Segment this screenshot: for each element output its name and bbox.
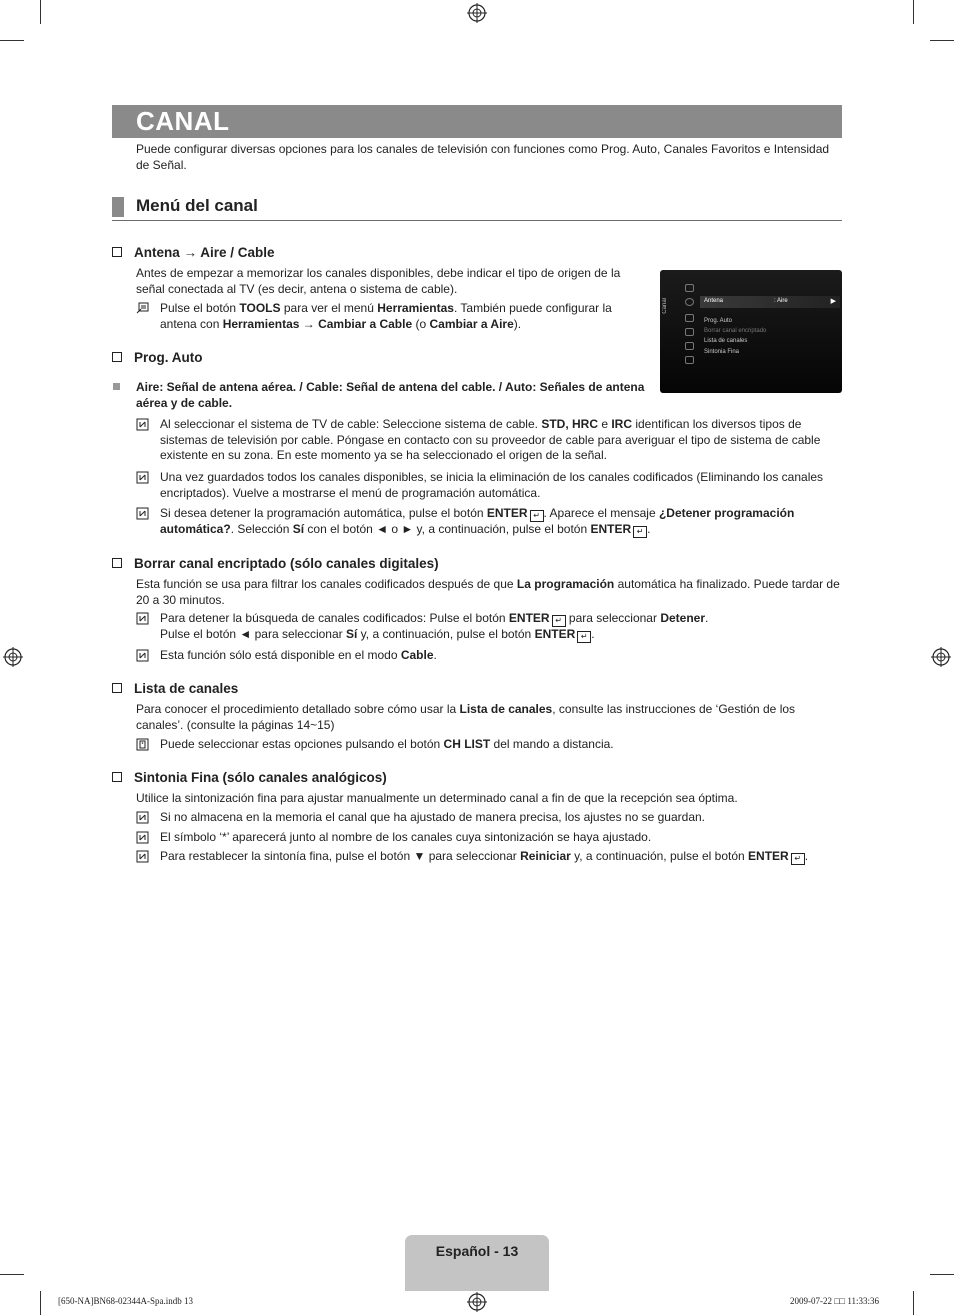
note-icon xyxy=(136,850,149,863)
checkbox-bullet-icon xyxy=(112,558,122,568)
lista-heading xyxy=(112,681,238,696)
borrar-heading-text: Borrar canal encriptado (sólo canales digitales) xyxy=(134,556,439,571)
antena-body: Antes de empezar a memorizar los canales disponibles, debe indicar el tipo de origen de la señal conectada al TV (es decir, antena o sistema de cable). xyxy=(136,266,621,296)
page-number: Español - 13 xyxy=(435,1243,519,1259)
page-title-bar xyxy=(112,105,842,138)
crop-mark xyxy=(0,1274,24,1275)
prog-auto-heading-text: Prog. Auto xyxy=(134,350,203,365)
prog-auto-note-1: Al seleccionar el sistema de TV de cable: Seleccione sistema de cable. STD, HRC e IRC identifican los diversos tipos de sistemas de televisión por cable. Póngase en contacto con su proveedor de cable para averiguar el tipo de sistema de cable existente en su zona. En este momento ya se ha seleccionado el origen de la señal. xyxy=(136,417,842,465)
enter-icon: ↵ xyxy=(577,631,591,643)
tv-menu-selected-label: Antena xyxy=(704,298,724,304)
channel-icon xyxy=(685,298,694,306)
borrar-heading xyxy=(112,556,439,571)
checkbox-bullet-icon xyxy=(112,247,122,257)
checkbox-bullet-icon xyxy=(112,352,122,362)
registration-target-icon xyxy=(467,3,487,23)
sintonia-note-1: Si no almacena en la memoria el canal que ha ajustado de manera precisa, los ajustes no se guardan. xyxy=(136,810,842,826)
enter-icon: ↵ xyxy=(530,510,544,522)
crop-mark xyxy=(0,40,24,41)
date-slug: 2009-07-22 □□ 11:33:36 xyxy=(790,1296,880,1306)
borrar-note-1: Para detener la búsqueda de canales codificados: Pulse el botón ENTER ↵ para seleccionar Detener. Pulse el botón ◄ para seleccionar Sí y, a continuación, pulse el botón ENTER ↵ . xyxy=(136,611,842,643)
antena-heading-text: Antena → Aire / Cable xyxy=(134,245,275,260)
tv-menu-selected-value: : Aire xyxy=(774,298,788,304)
prog-auto-note-2: Una vez guardados todos los canales disponibles, se inicia la eliminación de los canales codificados (Eliminando los canales encriptados). Vuelve a mostrarse el menú de programación automática. xyxy=(136,470,842,502)
note-icon xyxy=(136,471,149,484)
note-icon xyxy=(136,507,149,520)
tv-menu-item: Prog. Auto xyxy=(704,318,733,324)
tv-menu-icon-column xyxy=(682,284,696,374)
registration-target-icon xyxy=(467,1292,487,1312)
prog-auto-note-3: Si desea detener la programación automática, pulse el botón ENTER ↵ . Aparece el mensaje ¿Detener programación automática?. Selección Sí con el botón ◄ o ► y, a continuación, pulse el botón ENTER ↵ . xyxy=(136,506,842,538)
sintonia-body: Utilice la sintonización fina para ajustar manualmente un determinado canal a fin de que la recepción sea óptima. xyxy=(136,791,738,805)
application-icon xyxy=(685,356,694,364)
lista-body: Para conocer el procedimiento detallado sobre cómo usar la Lista de canales, consulte las instrucciones de ‘Gestión de los canales’. (consulte la páginas 14~15) xyxy=(136,702,796,732)
section-title: Menú del canal xyxy=(136,196,258,215)
picture-icon xyxy=(685,284,694,292)
lista-heading-text: Lista de canales xyxy=(134,681,239,696)
sintonia-heading-text: Sintonia Fina (sólo canales analógicos) xyxy=(134,770,387,785)
tv-menu-screenshot xyxy=(660,270,842,393)
page-title: CANAL xyxy=(136,106,230,136)
checkbox-bullet-icon xyxy=(112,683,122,693)
tv-menu-side-label: Canal xyxy=(662,298,668,314)
tv-menu-item: Lista de canales xyxy=(704,338,748,344)
registration-target-icon xyxy=(3,647,23,667)
support-icon xyxy=(685,342,694,350)
crop-mark xyxy=(913,0,914,24)
checkbox-bullet-icon xyxy=(112,772,122,782)
tv-menu-selected-row xyxy=(700,296,840,308)
arrow-right-icon: ▶ xyxy=(830,298,836,305)
remote-icon xyxy=(136,738,149,751)
tools-note: Pulse el botón TOOLS para ver el menú Herramientas. También puede configurar la antena con Herramientas → Cambiar a Cable (o Cambiar a Aire). xyxy=(136,301,636,335)
registration-target-icon xyxy=(931,647,951,667)
tv-menu-item: Sintonia Fina xyxy=(704,349,740,355)
crop-mark xyxy=(40,1291,41,1315)
note-icon xyxy=(136,811,149,824)
sintonia-note-3: Para restablecer la sintonía fina, pulse el botón ▼ para seleccionar Reiniciar y, a continuación, pulse el botón ENTER ↵ . xyxy=(136,849,842,865)
tools-icon xyxy=(136,302,149,315)
sintonia-note-2: El símbolo ‘*’ aparecerá junto al nombre de los canales cuya sintonización se haya ajustado. xyxy=(136,830,842,846)
enter-icon: ↵ xyxy=(633,526,647,538)
crop-mark xyxy=(913,1291,914,1315)
settings-icon xyxy=(685,314,694,322)
prog-auto-heading xyxy=(112,350,203,365)
tv-menu-item: Borrar canal encriptado xyxy=(704,328,767,334)
prog-auto-bullet: Aire: Señal de antena aérea. / Cable: Señal de antena del cable. / Auto: Señales de antena aérea y de cable. xyxy=(136,380,645,410)
square-bullet-icon xyxy=(113,383,120,390)
lista-note: Puede seleccionar estas opciones pulsando el botón CH LIST del mando a distancia. xyxy=(136,737,842,753)
section-marker xyxy=(112,197,124,217)
file-slug: [650-NA]BN68-02344A-Spa.indb 13 xyxy=(58,1296,193,1306)
intro-text: Puede configurar diversas opciones para los canales de televisión con funciones como Prog. Auto, Canales Favoritos e Intensidad de Señal. xyxy=(136,142,830,172)
note-icon xyxy=(136,418,149,431)
enter-icon: ↵ xyxy=(552,615,566,627)
note-icon xyxy=(136,831,149,844)
page-number-tab xyxy=(405,1235,549,1291)
input-icon xyxy=(685,328,694,336)
crop-mark xyxy=(930,40,954,41)
enter-icon: ↵ xyxy=(791,853,805,865)
borrar-note-2: Esta función sólo está disponible en el modo Cable. xyxy=(136,648,842,664)
sintonia-heading xyxy=(112,770,387,785)
crop-mark xyxy=(930,1274,954,1275)
borrar-body: Esta función se usa para filtrar los canales codificados después de que La programación automática ha finalizado. Puede tardar de 20 a 30 minutos. xyxy=(136,577,840,607)
crop-mark xyxy=(40,0,41,24)
note-icon xyxy=(136,649,149,662)
note-icon xyxy=(136,612,149,625)
antena-heading xyxy=(112,245,275,260)
section-header xyxy=(112,195,842,221)
